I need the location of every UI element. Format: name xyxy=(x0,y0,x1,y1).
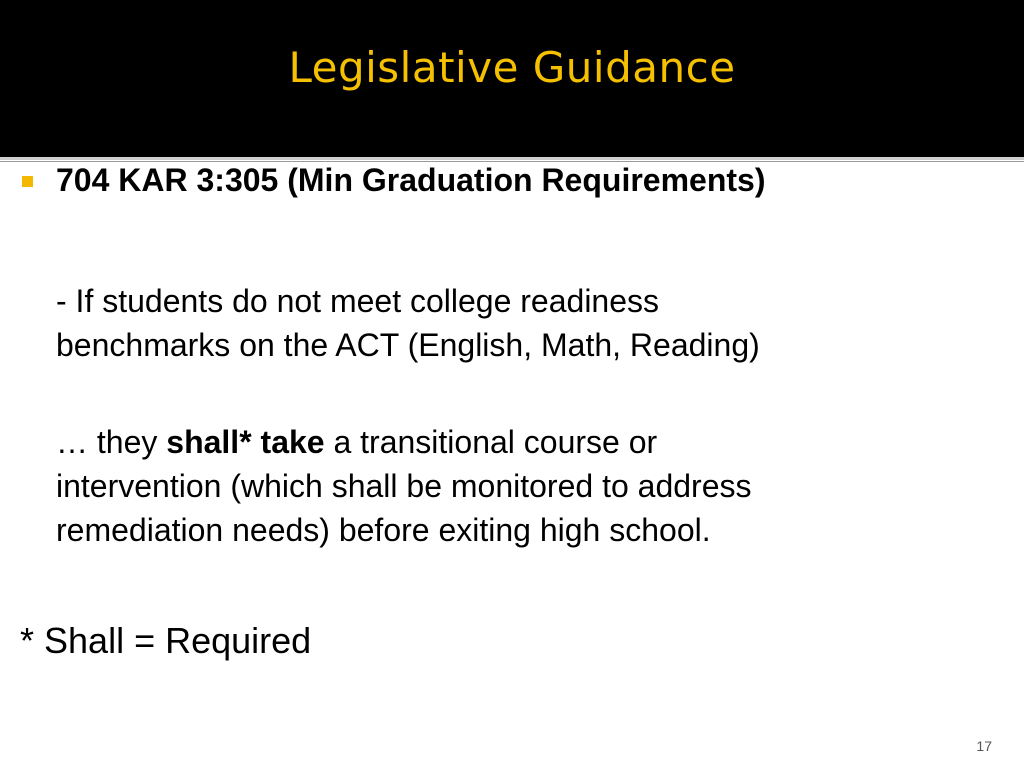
slide-title: Legislative Guidance xyxy=(288,43,736,92)
paragraph-line: benchmarks on the ACT (English, Math, Reading) xyxy=(56,327,760,363)
bullet-marker-icon xyxy=(22,176,33,187)
title-bar xyxy=(0,0,1024,157)
paragraph-line: remediation needs) before exiting high school. xyxy=(56,512,711,548)
text-suffix: a transitional course or xyxy=(324,424,658,460)
paragraph-benchmarks xyxy=(56,279,1006,367)
text-prefix: … they xyxy=(56,424,167,460)
paragraph-transitional-course xyxy=(56,420,1006,552)
bullet-heading: 704 KAR 3:305 (Min Graduation Requirements) xyxy=(56,162,766,198)
footnote: * Shall = Required xyxy=(20,620,312,661)
paragraph-line xyxy=(56,420,1006,464)
paragraph-line: intervention (which shall be monitored to address xyxy=(56,468,752,504)
emphasis-shall-take: shall* take xyxy=(166,424,325,460)
page-number: 17 xyxy=(976,738,992,754)
paragraph-line: - If students do not meet college readiness xyxy=(56,283,660,319)
